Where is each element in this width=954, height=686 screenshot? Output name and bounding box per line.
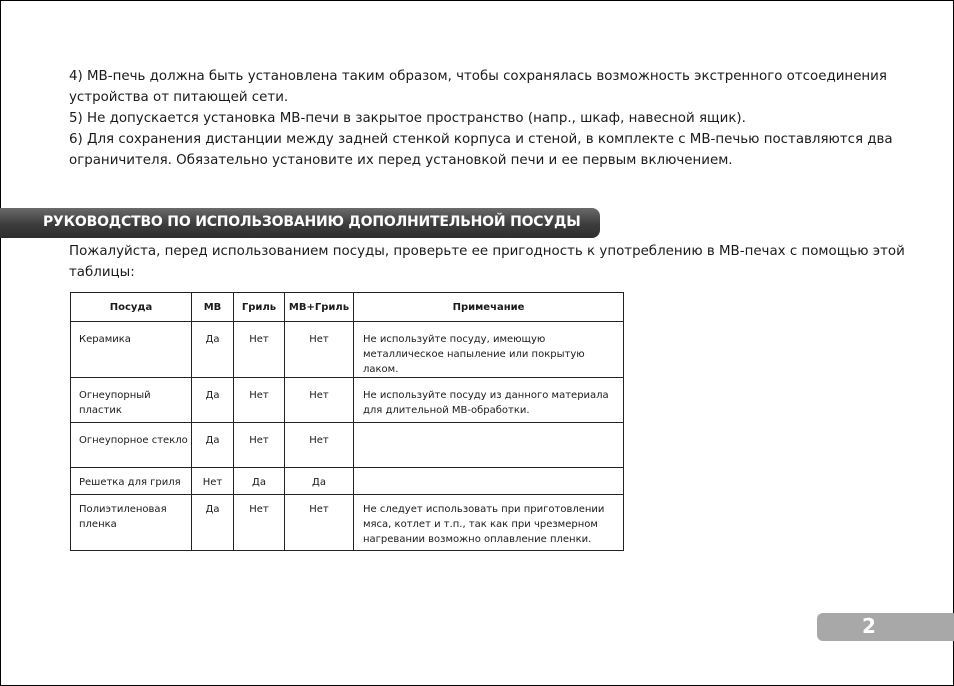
cell-mw-grill: Да	[285, 468, 354, 495]
header-mw: МВ	[192, 293, 234, 322]
table-row	[71, 322, 624, 378]
header-note: Примечание	[354, 293, 624, 322]
intro-text	[69, 66, 909, 171]
cell-note: Не используйте посуду из данного материала для длительной МВ-обработки.	[354, 378, 624, 423]
cell-mw-grill: Нет	[285, 378, 354, 423]
cell-cookware: Огнеупорное стекло	[71, 423, 192, 468]
table-row	[71, 423, 624, 468]
cell-mw: Да	[192, 378, 234, 423]
cell-cookware: Полиэтиленовая пленка	[71, 495, 192, 551]
cell-note	[354, 423, 624, 468]
cell-mw-grill: Нет	[285, 423, 354, 468]
cell-mw-grill: Нет	[285, 495, 354, 551]
table-header-row	[71, 293, 624, 322]
page-number-badge	[817, 613, 954, 641]
section-header-bar	[0, 208, 600, 238]
cell-grill: Нет	[234, 423, 285, 468]
header-cookware: Посуда	[71, 293, 192, 322]
paragraph-5: 5) Не допускается установка МВ-печи в закрытое пространство (напр., шкаф, навесной ящик).	[69, 111, 746, 126]
cell-note	[354, 468, 624, 495]
cell-mw: Нет	[192, 468, 234, 495]
page-number: 2	[862, 614, 876, 638]
cell-cookware: Решетка для гриля	[71, 468, 192, 495]
cell-note: Не следует использовать при приготовлении мяса, котлет и т.п., так как при чрезмерном нагревании возможно оплавление пленки.	[354, 495, 624, 551]
paragraph-4: 4) МВ-печь должна быть установлена таким образом, чтобы сохранялась возможность экстренного отсоединения устройства от питающей сети.	[69, 69, 887, 105]
table-intro-text: Пожалуйста, перед использованием посуды, проверьте ее пригодность к употреблению в МВ-печах с помощью этой таблицы:	[69, 244, 905, 280]
cookware-table	[70, 292, 624, 551]
cell-mw: Да	[192, 495, 234, 551]
cell-mw: Да	[192, 423, 234, 468]
cell-cookware: Огнеупорный пластик	[71, 378, 192, 423]
header-grill: Гриль	[234, 293, 285, 322]
paragraph-6: 6) Для сохранения дистанции между задней стенкой корпуса и стеной, в комплекте с МВ-печью поставляются два ограничителя. Обязательно установите их перед установкой печи и ее первым включением.	[69, 132, 893, 168]
cell-mw: Да	[192, 322, 234, 378]
table-row	[71, 468, 624, 495]
table-row	[71, 495, 624, 551]
header-mw-grill: МВ+Гриль	[285, 293, 354, 322]
cell-grill: Да	[234, 468, 285, 495]
table-row	[71, 378, 624, 423]
cell-grill: Нет	[234, 378, 285, 423]
cell-grill: Нет	[234, 495, 285, 551]
cell-note: Не используйте посуду, имеющую металлическое напыление или покрытую лаком.	[354, 322, 624, 378]
section-title: РУКОВОДСТВО ПО ИСПОЛЬЗОВАНИЮ ДОПОЛНИТЕЛЬНОЙ ПОСУДЫ	[43, 214, 581, 230]
cell-cookware: Керамика	[71, 322, 192, 378]
cell-mw-grill: Нет	[285, 322, 354, 378]
cell-grill: Нет	[234, 322, 285, 378]
